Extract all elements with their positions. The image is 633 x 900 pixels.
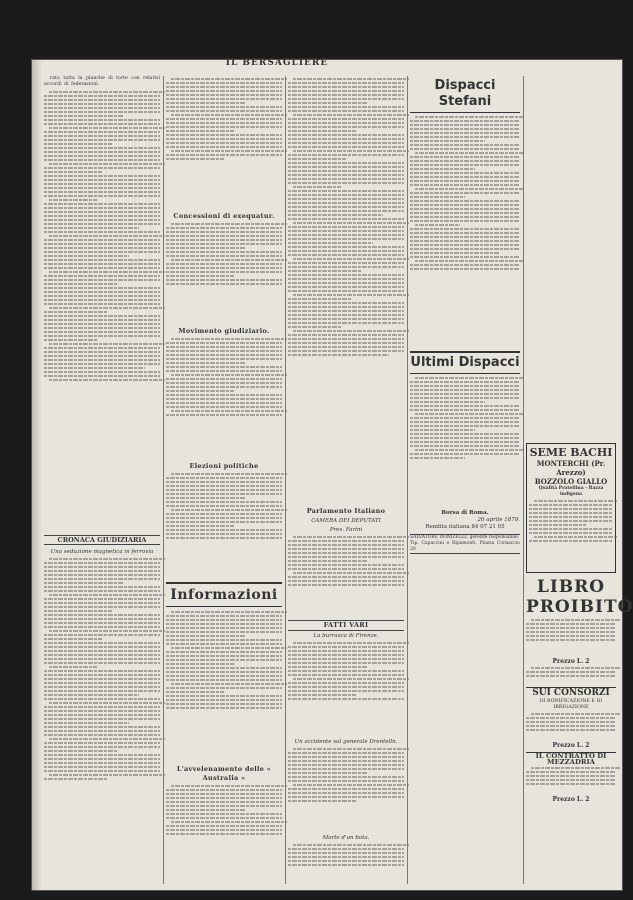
ad-body — [526, 619, 616, 659]
ad-quality: Qualità Pratellina - Razza indigena — [538, 486, 604, 497]
ad-place: MONTERCHI (Pr. Arezzo) — [536, 459, 606, 477]
libro-proibito-title: LIBRO PROIBITO — [526, 577, 633, 617]
section-heading: Elezioni politiche — [189, 462, 259, 470]
article-body-court — [44, 558, 160, 898]
borsa-block — [410, 510, 520, 531]
mezzadria-title: IL CONTRATTO DI MEZZADRIA — [526, 752, 616, 765]
dispacci-heading: Dispacci Stefani — [410, 76, 520, 113]
article-body — [288, 536, 404, 616]
section-subheading: CAMERA DEI DEPUTATI — [311, 518, 381, 524]
article-body-continued — [44, 91, 160, 531]
ad-title: SEME BACHI — [529, 446, 613, 459]
column-3 — [288, 76, 404, 884]
masthead: IL BERSAGLIERE — [225, 58, 329, 68]
article-body — [166, 473, 282, 578]
newspaper-page — [32, 58, 633, 890]
article-body — [288, 642, 404, 737]
ad-body — [526, 767, 616, 797]
ad-name: BOZZOLO GIALLO — [534, 477, 608, 486]
article-body — [166, 338, 282, 458]
consorzi-price: Prezzo L. 2 — [552, 742, 590, 749]
ad-body — [526, 667, 616, 685]
section-subheading: Un accidente sul generale Drentelln. — [294, 739, 398, 745]
ultimi-dispacci-heading: Ultimi Dispacci — [410, 351, 520, 374]
column-rule — [407, 76, 408, 884]
borsa-title: Borsa di Roma. — [441, 510, 489, 516]
article-body — [288, 748, 404, 833]
section-subheading: Morte d'un bota. — [322, 835, 370, 841]
ad-body — [526, 713, 616, 743]
column-2 — [166, 76, 282, 884]
article-body — [166, 223, 282, 323]
mezzadria-price: Prezzo L. 2 — [552, 796, 590, 803]
consorzi-title: SUI CONSORZI — [526, 687, 616, 699]
article-body — [166, 611, 282, 761]
column-5 — [526, 440, 633, 880]
consorzi-sub: DI BONIFICAZIONE E DI IRRIGAZIONE — [539, 699, 603, 710]
ad-seme-bachi — [526, 443, 616, 573]
column-rule — [285, 76, 286, 884]
section-heading: Concessioni di exequatur. — [173, 212, 275, 220]
section-heading: Parlamento Italiano — [306, 507, 386, 515]
article-body — [44, 76, 160, 88]
section-heading: L'avvelenamento delle « Australia » — [176, 765, 272, 782]
binding-edge — [32, 60, 42, 890]
tipografia: Tip. Capaccini e Ripamonti, Piazza Cornaccio 20 — [410, 541, 520, 552]
ad-price: Prezzo L. 2 — [552, 658, 590, 665]
column-4 — [410, 76, 520, 884]
article-body — [288, 78, 404, 503]
section-heading: CRONACA GIUDIZIARIA — [44, 535, 160, 545]
article-body — [166, 78, 282, 208]
column-1 — [44, 76, 160, 884]
article-body — [166, 785, 282, 865]
ad-body — [529, 500, 613, 570]
column-rule — [163, 76, 164, 884]
article-body — [410, 116, 520, 351]
section-subheading: La burrasca di Firenze. — [313, 633, 379, 639]
section-subheading: Una seduzione magnetica in ferrovia — [50, 549, 154, 555]
section-heading: FATTI VARI — [288, 620, 404, 631]
article-body — [410, 377, 520, 507]
section-subheading: Pres. Farini — [329, 527, 363, 533]
section-heading: Movimento giudiziario. — [178, 327, 270, 335]
article-paragraph: ratu tutta la planche di torte con relativi accordi di federazioni. — [44, 76, 160, 87]
column-rule — [523, 76, 524, 884]
borsa-date: 26 aprile 1879. — [477, 517, 520, 523]
gerente: SALVATORE DONIZELLI, gerente responsabile. — [410, 535, 520, 540]
informazioni-heading: Informazioni — [166, 582, 282, 607]
article-body — [288, 844, 404, 884]
borsa-line: Rendita italiana 84 07 21 05 — [425, 524, 505, 530]
